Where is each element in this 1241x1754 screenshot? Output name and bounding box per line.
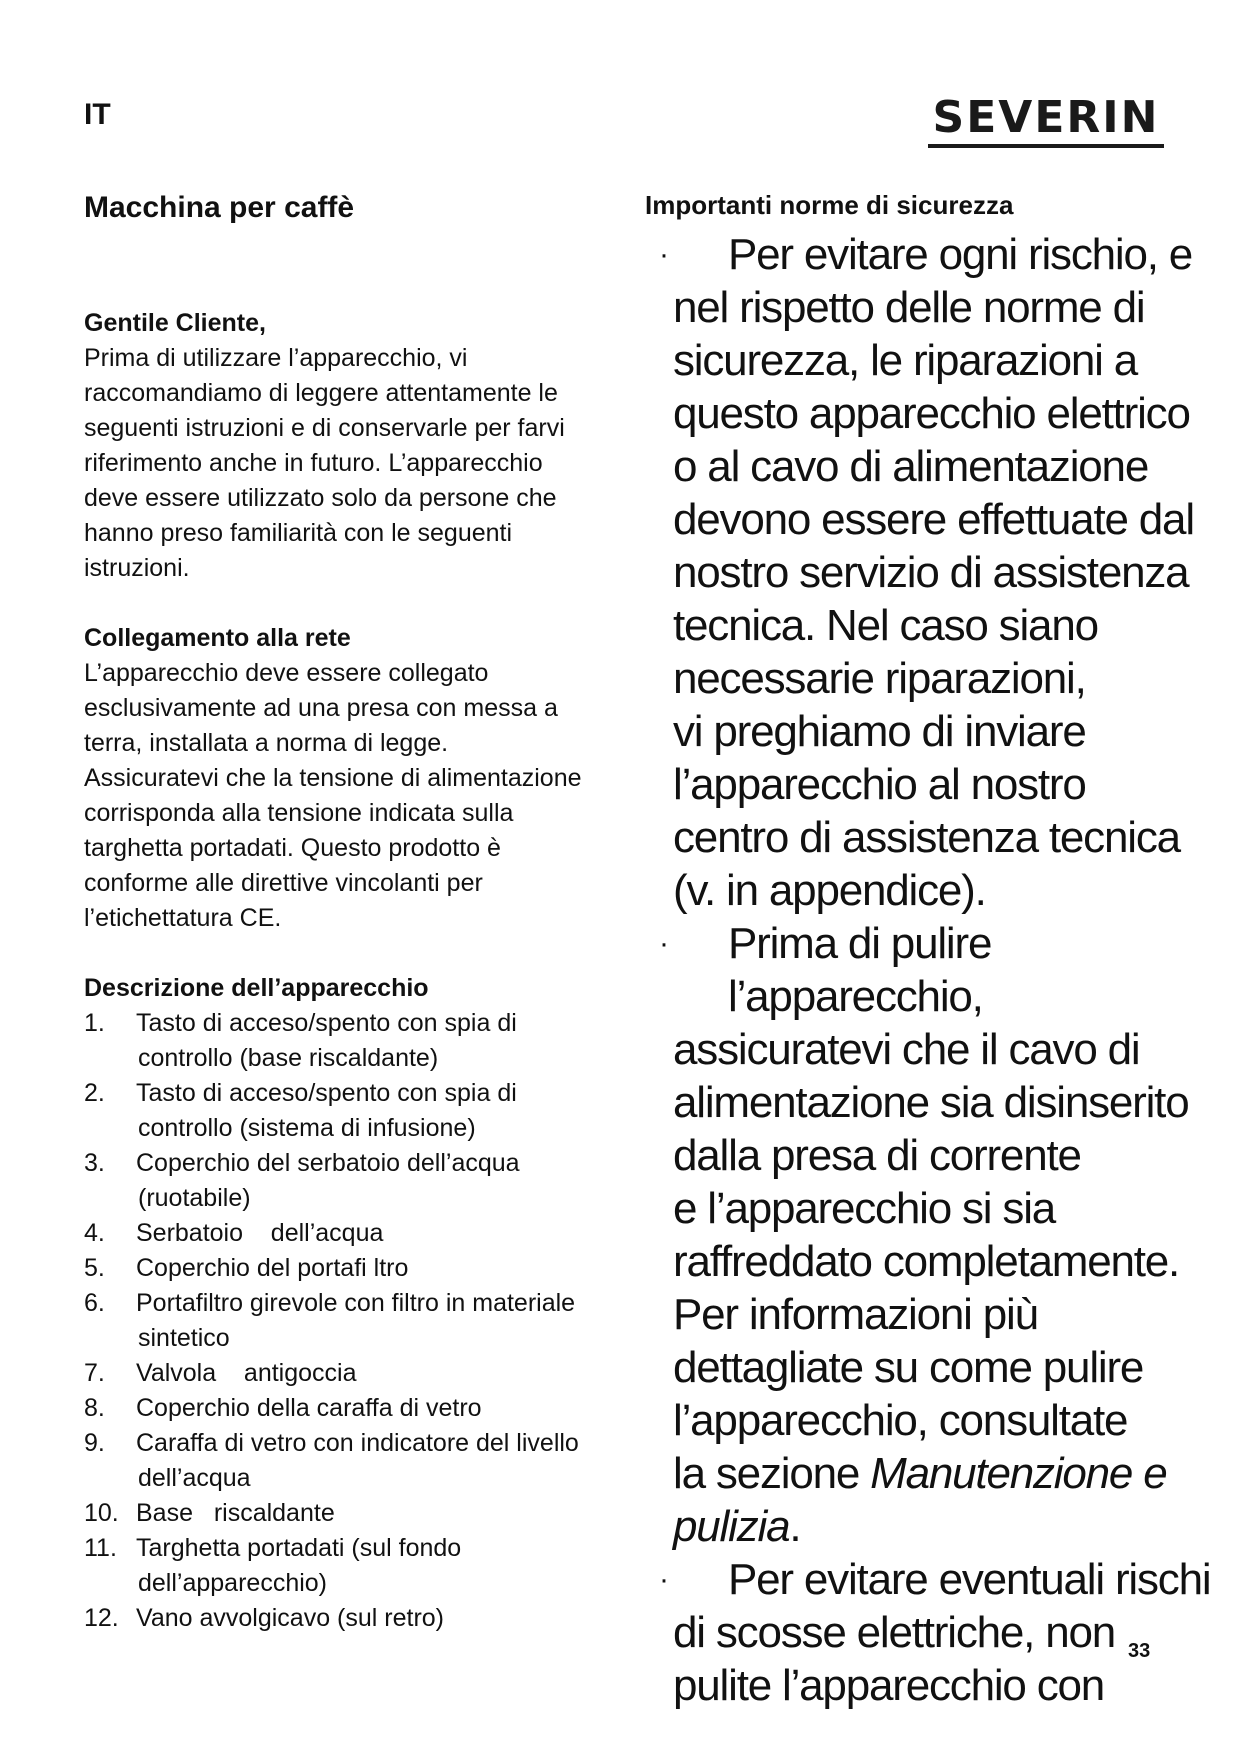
bullet-line: dettagliate su come pulire — [673, 1343, 1144, 1392]
text-line: Prima di utilizzare l’apparecchio, vi — [84, 344, 468, 372]
connection-paragraph — [84, 656, 624, 936]
bullet-line: raffreddato completamente. — [673, 1237, 1180, 1286]
bullet-line: questo apparecchio elettrico — [673, 389, 1190, 438]
item-number: 12. — [84, 1604, 119, 1632]
item-text: Base riscaldante — [136, 1499, 335, 1527]
item-text: Targhetta portadati (sul fondo — [136, 1534, 462, 1562]
bullet-line — [673, 1500, 1225, 1553]
language-code: IT — [84, 98, 111, 131]
item-text: Serbatoio dell’acqua — [136, 1219, 384, 1247]
bullet-line: nel rispetto delle norme di — [673, 283, 1145, 332]
list-item — [84, 1531, 624, 1601]
item-number: 2. — [84, 1079, 105, 1107]
list-item — [84, 1146, 624, 1216]
bullet-line: e l’apparecchio si sia — [673, 1184, 1056, 1233]
item-continuation: dell’acqua — [138, 1464, 251, 1492]
text-line: istruzioni. — [84, 554, 190, 582]
bullet-line: alimentazione sia disinserito — [673, 1078, 1189, 1127]
text-line: terra, installata a norma di legge. — [84, 729, 449, 757]
list-item — [84, 1286, 624, 1356]
item-text: Coperchio del portafi ltro — [136, 1254, 409, 1282]
list-item — [84, 1356, 624, 1391]
list-item — [84, 1496, 624, 1531]
text-line: raccomandiamo di leggere attentamente le — [84, 379, 558, 407]
page-number: 33 — [1128, 1640, 1151, 1662]
text-line: corrisponda alla tensione indicata sulla — [84, 799, 514, 827]
text-line: deve essere utilizzato solo da persone che — [84, 484, 557, 512]
bullet-dot: · — [659, 1563, 668, 1596]
brand-logo: SEVERIN — [928, 94, 1164, 148]
section-ref-prefix: la sezione — [673, 1449, 871, 1498]
item-text: Coperchio della caraffa di vetro — [136, 1394, 482, 1422]
list-item — [84, 1076, 624, 1146]
item-number: 3. — [84, 1149, 105, 1177]
text-line: l’etichettatura CE. — [84, 904, 282, 932]
item-number: 8. — [84, 1394, 105, 1422]
item-number: 11. — [84, 1534, 117, 1562]
parts-list — [84, 1006, 624, 1636]
item-continuation: (ruotabile) — [138, 1184, 251, 1212]
bullet-line: assicuratevi che il cavo di — [673, 1025, 1140, 1074]
bullet-line: l’apparecchio al nostro — [673, 760, 1086, 809]
bullet-line: devono essere effettuate dal — [673, 495, 1194, 544]
section-ref-suffix: . — [789, 1502, 801, 1551]
text-line: targhetta portadati. Questo prodotto è — [84, 834, 501, 862]
text-line: seguenti istruzioni e di conservarle per farvi — [84, 414, 565, 442]
bullet-line: Prima di pulire l’apparecchio, — [728, 919, 992, 1021]
bullet-line: Per evitare ogni rischio, e — [728, 230, 1193, 279]
text-line: L’apparecchio deve essere collegato — [84, 659, 489, 687]
connection-heading: Collegamento alla rete — [84, 624, 351, 652]
text-line: Assicuratevi che la tensione di alimentazione — [84, 764, 582, 792]
list-item — [84, 1006, 624, 1076]
item-number: 9. — [84, 1429, 105, 1457]
section-ref-link: pulizia — [673, 1502, 790, 1551]
item-text: Tasto di acceso/spento con spia di — [136, 1009, 517, 1037]
item-text: Portafiltro girevole con filtro in materiale — [136, 1289, 576, 1317]
bullet-line: Per evitare eventuali rischi — [728, 1555, 1211, 1604]
bullet-line: Per informazioni più — [673, 1290, 1038, 1339]
description-heading: Descrizione dell’apparecchio — [84, 974, 429, 1002]
bullet-line: pulite l’apparecchio con — [673, 1661, 1105, 1710]
bullet-line: (v. in appendice). — [673, 866, 986, 915]
section-ref-link: Manutenzione e — [870, 1449, 1167, 1498]
safety-bullet-repairs — [659, 228, 1225, 917]
bullet-line: nostro servizio di assistenza — [673, 548, 1189, 597]
list-item — [84, 1426, 624, 1496]
page-title: Macchina per caffè — [84, 191, 355, 224]
item-continuation: controllo (sistema di infusione) — [138, 1114, 476, 1142]
list-item — [84, 1216, 624, 1251]
text-line: hanno preso familiarità con le seguenti — [84, 519, 513, 547]
item-continuation: sintetico — [138, 1324, 230, 1352]
item-text: Valvola antigoccia — [136, 1359, 357, 1387]
item-number: 5. — [84, 1254, 105, 1282]
left-column — [84, 190, 624, 1636]
bullet-line: tecnica. Nel caso siano — [673, 601, 1098, 650]
item-continuation: controllo (base riscaldante) — [138, 1044, 439, 1072]
bullet-line: di scosse elettriche, non — [673, 1608, 1116, 1657]
item-number: 1. — [84, 1009, 105, 1037]
text-line: conforme alle direttive vincolanti per — [84, 869, 483, 897]
text-line: riferimento anche in futuro. L’apparecchio — [84, 449, 543, 477]
right-column — [645, 188, 1225, 1712]
bullet-line — [673, 1447, 1225, 1500]
bullet-line: centro di assistenza tecnica — [673, 813, 1180, 862]
safety-bullet-electric-shock — [659, 1553, 1225, 1712]
bullet-line: necessarie riparazioni, — [673, 654, 1086, 703]
item-number: 10. — [84, 1499, 119, 1527]
item-number: 4. — [84, 1219, 105, 1247]
bullet-line: sicurezza, le riparazioni a — [673, 336, 1138, 385]
list-item — [84, 1391, 624, 1426]
bullet-dot: · — [659, 927, 668, 960]
item-number: 6. — [84, 1289, 105, 1317]
bullet-dot: · — [659, 238, 668, 271]
item-text: Vano avvolgicavo (sul retro) — [136, 1604, 445, 1632]
greeting-heading: Gentile Cliente, — [84, 309, 266, 337]
bullet-line: l’apparecchio, consultate — [673, 1396, 1128, 1445]
list-item — [84, 1601, 624, 1636]
list-item — [84, 1251, 624, 1286]
item-text: Caraffa di vetro con indicatore del livello — [136, 1429, 579, 1457]
text-line: esclusivamente ad una presa con messa a — [84, 694, 558, 722]
item-text: Coperchio del serbatoio dell’acqua — [136, 1149, 520, 1177]
bullet-line: vi preghiamo di inviare — [673, 707, 1086, 756]
item-continuation: dell’apparecchio) — [138, 1569, 328, 1597]
safety-heading: Importanti norme di sicurezza — [645, 190, 1014, 220]
bullet-line: dalla presa di corrente — [673, 1131, 1081, 1180]
safety-bullet-cleaning — [659, 917, 1225, 1553]
greeting-paragraph — [84, 341, 624, 586]
item-text: Tasto di acceso/spento con spia di — [136, 1079, 517, 1107]
item-number: 7. — [84, 1359, 105, 1387]
bullet-line: o al cavo di alimentazione — [673, 442, 1149, 491]
